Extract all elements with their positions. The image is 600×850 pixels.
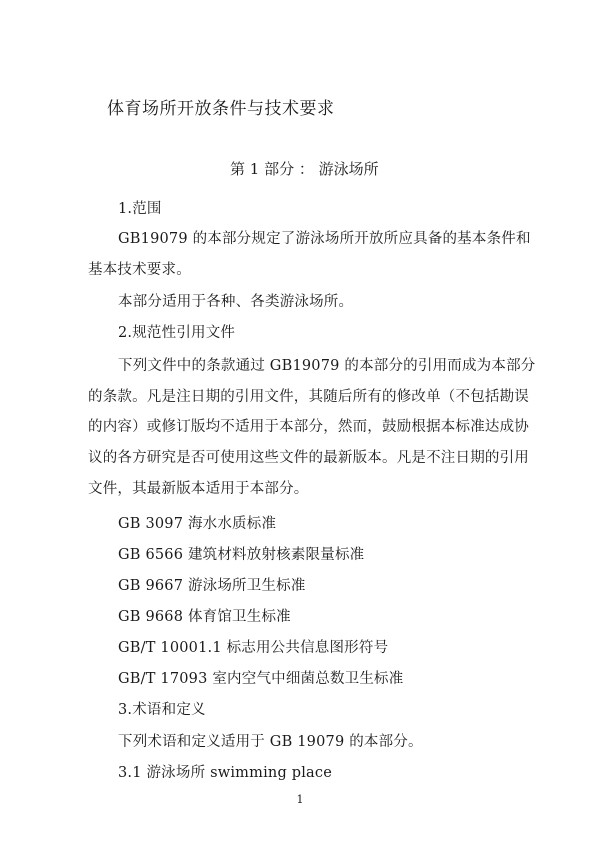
reference-item: GB 9668 体育馆卫生标准 (118, 609, 291, 625)
part-title: 第 1 部分 ： 游泳场所 (230, 160, 379, 178)
term-definition-heading: 3.1 游泳场所 swimming place (118, 765, 332, 781)
section-heading-terms: 3.术语和定义 (118, 702, 206, 718)
references-paragraph-line: 的条款。凡是注日期的引用文件，其随后所有的修改单（不包括勘误 (88, 389, 529, 405)
references-paragraph-line: 的内容）或修订版均不适用于本部分，然而，鼓励根据本标准达成协 (88, 419, 529, 435)
references-paragraph-line: 议的各方研究是否可使用这些文件的最新版本。凡是不注日期的引用 (88, 450, 529, 466)
reference-item: GB/T 10001.1 标志用公共信息图形符号 (118, 640, 389, 656)
reference-item: GB 6566 建筑材料放射核素限量标准 (118, 547, 365, 563)
section-heading-scope: 1.范围 (118, 201, 162, 217)
reference-item: GB/T 17093 室内空气中细菌总数卫生标准 (118, 671, 404, 687)
references-paragraph-line: 下列文件中的条款通过 GB19079 的本部分的引用而成为本部分 (118, 358, 536, 374)
scope-paragraph-line: 基本技术要求。 (88, 262, 191, 278)
reference-item: GB 3097 海水水质标准 (118, 516, 277, 532)
section-heading-normative-references: 2.规范性引用文件 (118, 325, 236, 341)
page-number: 1 (296, 793, 304, 806)
scope-applicability-paragraph: 本部分适用于各种、各类游泳场所。 (118, 294, 354, 310)
reference-item: GB 9667 游泳场所卫生标准 (118, 578, 306, 594)
scope-paragraph-line: GB19079 的本部分规定了游泳场所开放所应具备的基本条件和 (118, 231, 531, 247)
terms-paragraph: 下列术语和定义适用于 GB 19079 的本部分。 (118, 734, 423, 750)
document-title: 体育场所开放条件与技术要求 (107, 99, 335, 119)
references-paragraph-line: 文件，其最新版本适用于本部分。 (88, 481, 309, 497)
